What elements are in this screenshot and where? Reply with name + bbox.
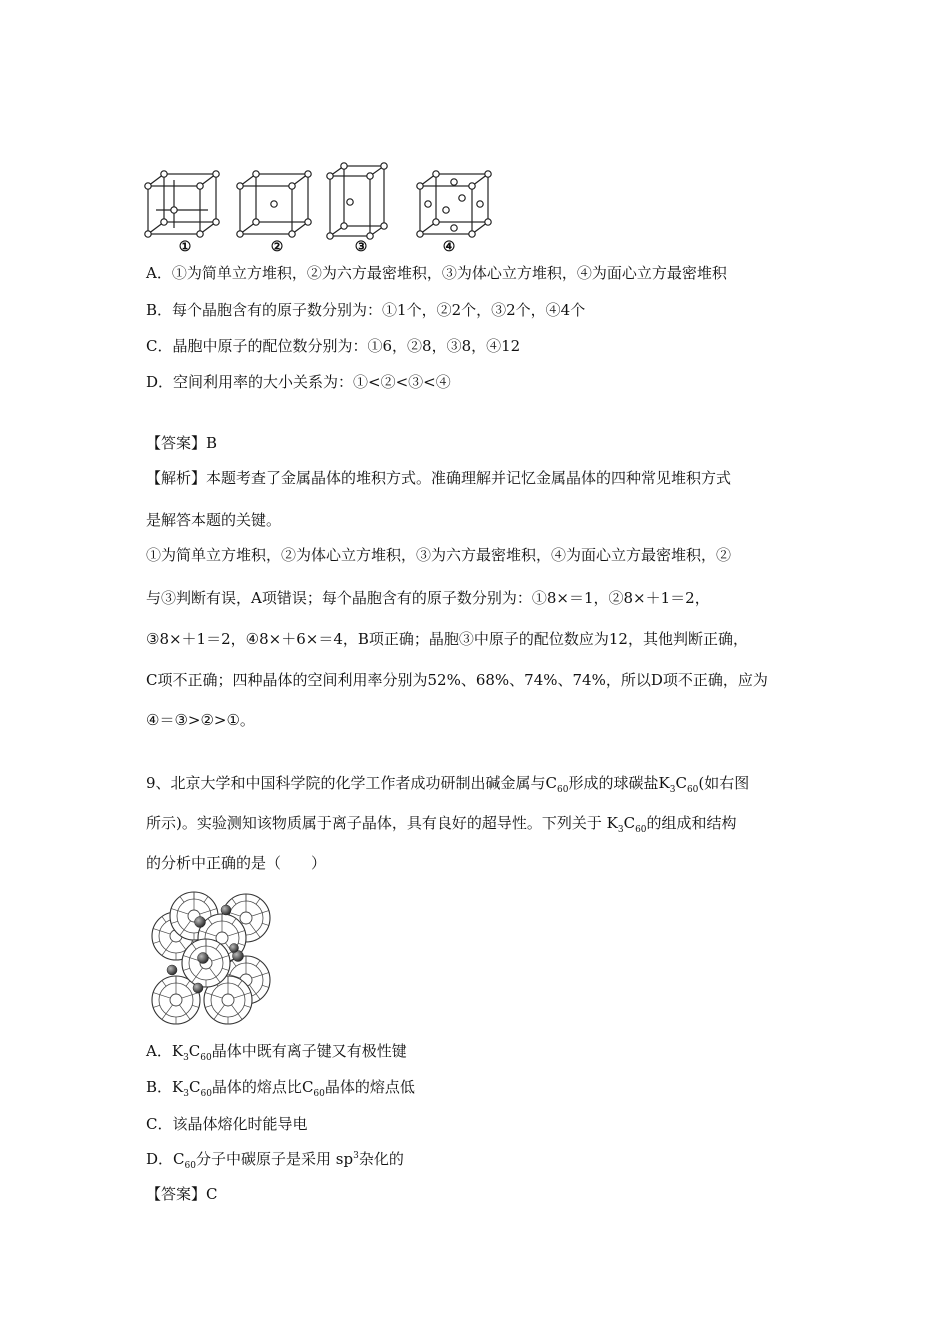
q8-option-a: A．①为简单立方堆积，②为六方最密堆积，③为体心立方堆积，④为面心立方最密堆积 xyxy=(146,264,727,282)
unit-cell-1 xyxy=(145,171,219,237)
unit-cell-3 xyxy=(327,163,387,239)
q8-option-c: C．晶胞中原子的配位数分别为：①6，②8，③8，④12 xyxy=(146,337,521,355)
q9-stem-line-3: 的分析中正确的是（ ） xyxy=(146,854,327,872)
q9-option-b: B．$K_3C_{60}$晶体的熔点比$C_{60}$晶体的熔点低 xyxy=(146,1078,415,1099)
q8-answer: 【答案】B xyxy=(146,434,218,452)
k3c60-structure-figure xyxy=(146,888,281,1028)
figure-label-1: ① xyxy=(178,239,192,255)
q8-option-b: B．每个晶胞含有的原子数分别为：①1个，②2个，③2个，④4个 xyxy=(146,301,586,319)
unit-cell-2 xyxy=(237,171,311,237)
q9-answer: 【答案】C xyxy=(146,1185,218,1203)
figure-label-2: ② xyxy=(270,239,284,255)
q9-stem-line-2: 所示)。实验测知该物质属于离子晶体，具有良好的超导性。下列关于 $K_3C_{60}$的组成和结构 xyxy=(146,814,737,835)
q9-option-a: A．$K_3C_{60}$晶体中既有离子键又有极性键 xyxy=(146,1042,407,1063)
q8-analysis-line-5: ③8×＋1＝2，④8×＋6×＝4，B项正确；晶胞③中原子的配位数应为12，其他判断正确， xyxy=(146,630,748,648)
figure-label-3: ③ xyxy=(354,239,368,255)
q8-analysis-line-3: ①为简单立方堆积，②为体心立方堆积，③为六方最密堆积，④为面心立方最密堆积，② xyxy=(146,546,732,564)
unit-cell-4 xyxy=(417,171,491,237)
q8-analysis-line-6: C项不正确；四种晶体的空间利用率分别为52%、68%、74%、74%，所以D项不正确，应为 xyxy=(146,671,768,689)
q8-analysis-line-2: 是解答本题的关键。 xyxy=(146,511,282,529)
q9-option-d: D．$C_{60}$分子中碳原子是采用 $sp^3$杂化的 xyxy=(146,1150,404,1171)
figure-label-4: ④ xyxy=(442,239,456,255)
q8-analysis-line-7: ④＝③>②>①。 xyxy=(146,711,255,729)
q8-analysis-line-4: 与③判断有误，A项错误；每个晶胞含有的原子数分别为：①8×＝1，②8×＋1＝2， xyxy=(146,589,710,607)
q9-option-c: C．该晶体熔化时能导电 xyxy=(146,1115,308,1133)
q8-option-d: D．空间利用率的大小关系为：①<②<③<④ xyxy=(146,373,451,391)
q8-analysis-line-1: 【解析】本题考查了金属晶体的堆积方式。准确理解并记忆金属晶体的四种常见堆积方式 xyxy=(146,469,732,487)
q9-stem-line-1: 9、北京大学和中国科学院的化学工作者成功研制出碱金属与$C_{60}$形成的球碳盐$K_3C_{60}$(如右图 xyxy=(146,774,750,795)
